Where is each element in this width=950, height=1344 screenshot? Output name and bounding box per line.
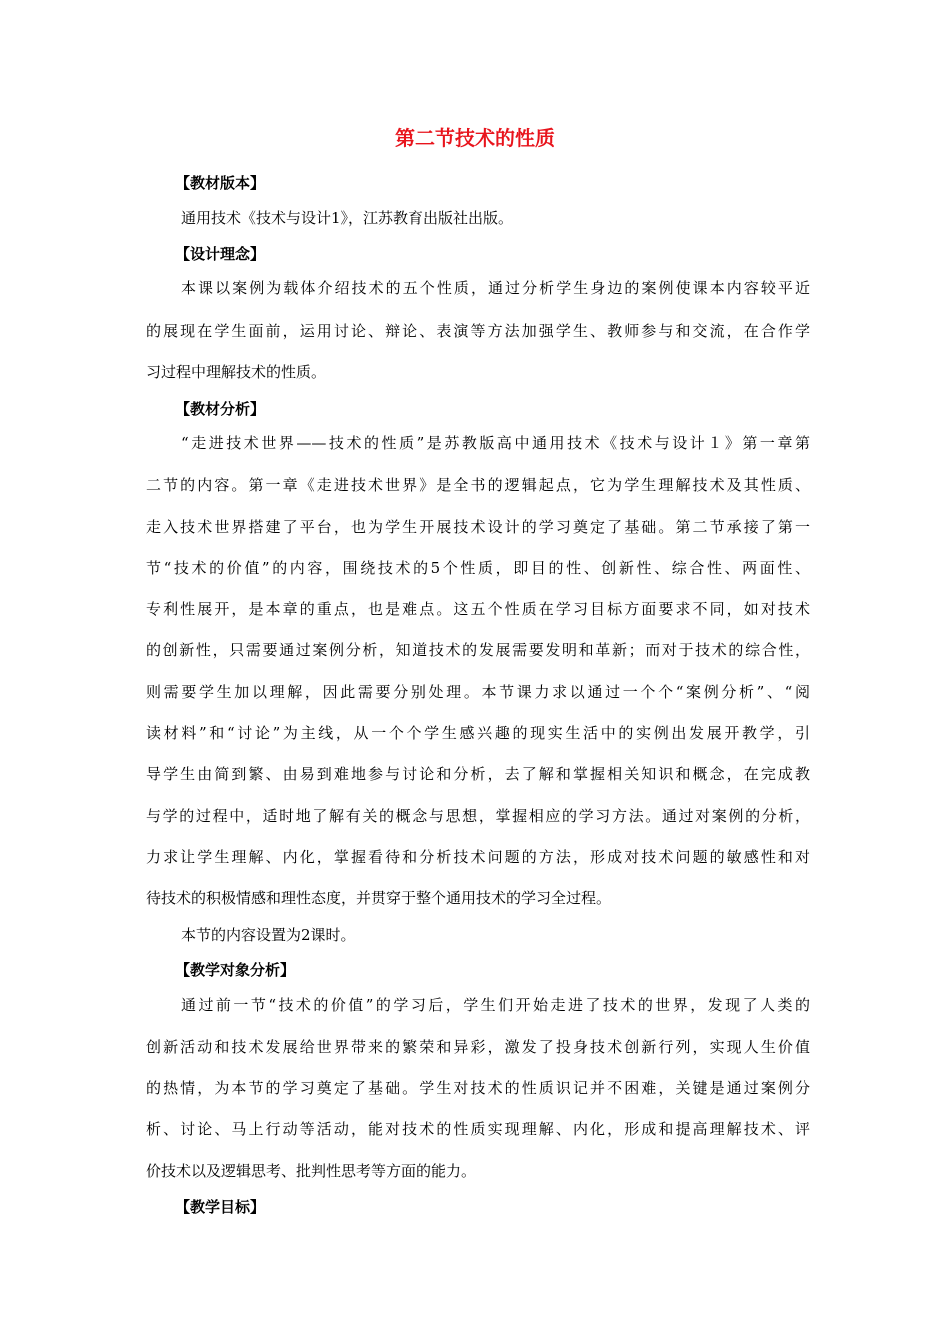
paragraph-line: 的展现在学生面前，运用讨论、辩论、表演等方法加强学生、教师参与和交流，在合作学 bbox=[146, 322, 810, 340]
page-title: 第二节技术的性质 bbox=[395, 126, 555, 150]
section-heading-students: 【教学对象分析】 bbox=[175, 961, 296, 979]
section-heading-analysis: 【教材分析】 bbox=[175, 400, 266, 418]
paragraph-line: 本节的内容设置为2课时。 bbox=[181, 926, 356, 944]
paragraph-line: 价技术以及逻辑思考、批判性思考等方面的能力。 bbox=[146, 1162, 477, 1180]
paragraph-line: 与学的过程中，适时地了解有关的概念与思想，掌握相应的学习方法。通过对案例的分析， bbox=[146, 807, 810, 825]
paragraph-line: 导学生由简到繁、由易到难地参与讨论和分析，去了解和掌握相关知识和概念，在完成教 bbox=[146, 765, 810, 783]
section-heading-concept: 【设计理念】 bbox=[175, 245, 266, 263]
paragraph-line: 的热情，为本节的学习奠定了基础。学生对技术的性质识记并不困难，关键是通过案例分 bbox=[146, 1079, 810, 1097]
paragraph-line: 习过程中理解技术的性质。 bbox=[146, 363, 327, 381]
paragraph-line: 二节的内容。第一章《走进技术世界》是全书的逻辑起点，它为学生理解技术及其性质、 bbox=[146, 476, 810, 494]
section-heading-goals: 【教学目标】 bbox=[175, 1198, 266, 1216]
paragraph-line: 走入技术世界搭建了平台，也为学生开展技术设计的学习奠定了基础。第二节承接了第一 bbox=[146, 518, 810, 536]
paragraph-line: 节“技术的价值”的内容，围绕技术的5个性质，即目的性、创新性、综合性、两面性、 bbox=[146, 559, 810, 577]
paragraph-line: 专利性展开，是本章的重点，也是难点。这五个性质在学习目标方面要求不同，如对技术 bbox=[146, 600, 810, 618]
paragraph-line: 通过前一节“技术的价值”的学习后，学生们开始走进了技术的世界，发现了人类的 bbox=[181, 996, 810, 1014]
paragraph-line: 本课以案例为载体介绍技术的五个性质，通过分析学生身边的案例使课本内容较平近 bbox=[181, 279, 810, 297]
paragraph-line: 的创新性，只需要通过案例分析，知道技术的发展需要发明和革新；而对于技术的综合性， bbox=[146, 641, 810, 659]
paragraph-line: 读材料”和“讨论”为主线，从一个个学生感兴趣的现实生活中的实例出发展开教学，引 bbox=[146, 724, 810, 742]
paragraph-line: 力求让学生理解、内化，掌握看待和分析技术问题的方法，形成对技术问题的敏感性和对 bbox=[146, 848, 810, 866]
paragraph-line: 则需要学生加以理解，因此需要分别处理。本节课力求以通过一个个“案例分析”、“阅 bbox=[146, 683, 810, 701]
paragraph-line: 通用技术《技术与设计1》，江苏教育出版社出版。 bbox=[181, 209, 514, 227]
paragraph-line: 创新活动和技术发展给世界带来的繁荣和异彩，激发了投身技术创新行列，实现人生价值 bbox=[146, 1038, 810, 1056]
paragraph-line: “走进技术世界——技术的性质”是苏教版高中通用技术《技术与设计１》第一章第 bbox=[181, 434, 810, 452]
section-heading-edition: 【教材版本】 bbox=[175, 174, 266, 192]
paragraph-line: 析、讨论、马上行动等活动，能对技术的性质实现理解、内化，形成和提高理解技术、评 bbox=[146, 1120, 810, 1138]
paragraph-line: 待技术的积极情感和理性态度，并贯穿于整个通用技术的学习全过程。 bbox=[146, 889, 612, 907]
